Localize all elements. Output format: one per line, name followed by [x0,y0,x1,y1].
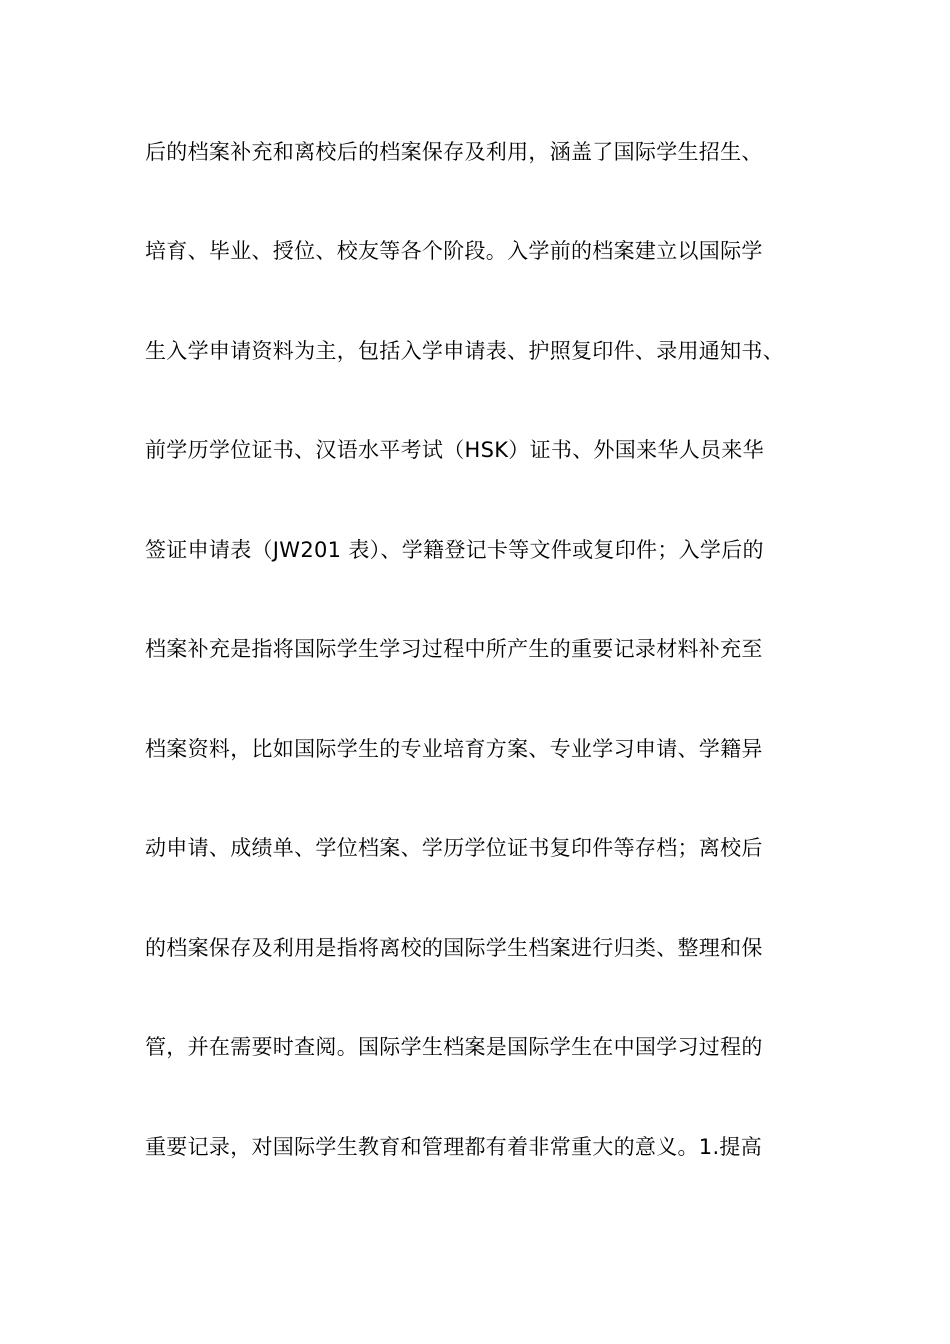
text-line: 后的档案补充和离校后的档案保存及利用，涵盖了国际学生招生、 [145,140,763,164]
text-line: 动申请、成绩单、学位档案、学历学位证书复印件等存档；离校后 [145,836,763,860]
text-line: 管，并在需要时查阅。国际学生档案是国际学生在中国学习过程的 [145,1035,763,1059]
text-line: 前学历学位证书、汉语水平考试（HSK）证书、外国来华人员来华 [145,438,764,462]
text-line: 签证申请表（JW201 表）、学籍登记卡等文件或复印件；入学后的 [145,538,764,562]
text-line: 档案资料，比如国际学生的专业培育方案、专业学习申请、学籍异 [145,737,763,761]
text-line: 档案补充是指将国际学生学习过程中所产生的重要记录材料补充至 [145,637,763,661]
text-line: 培育、毕业、授位、校友等各个阶段。入学前的档案建立以国际学 [145,239,763,263]
text-line: 的档案保存及利用是指将离校的国际学生档案进行归类、整理和保 [145,936,763,960]
text-line: 生入学申请资料为主，包括入学申请表、护照复印件、录用通知书、 [145,339,784,363]
text-line: 重要记录，对国际学生教育和管理都有着非常重大的意义。1.提高 [145,1135,763,1159]
